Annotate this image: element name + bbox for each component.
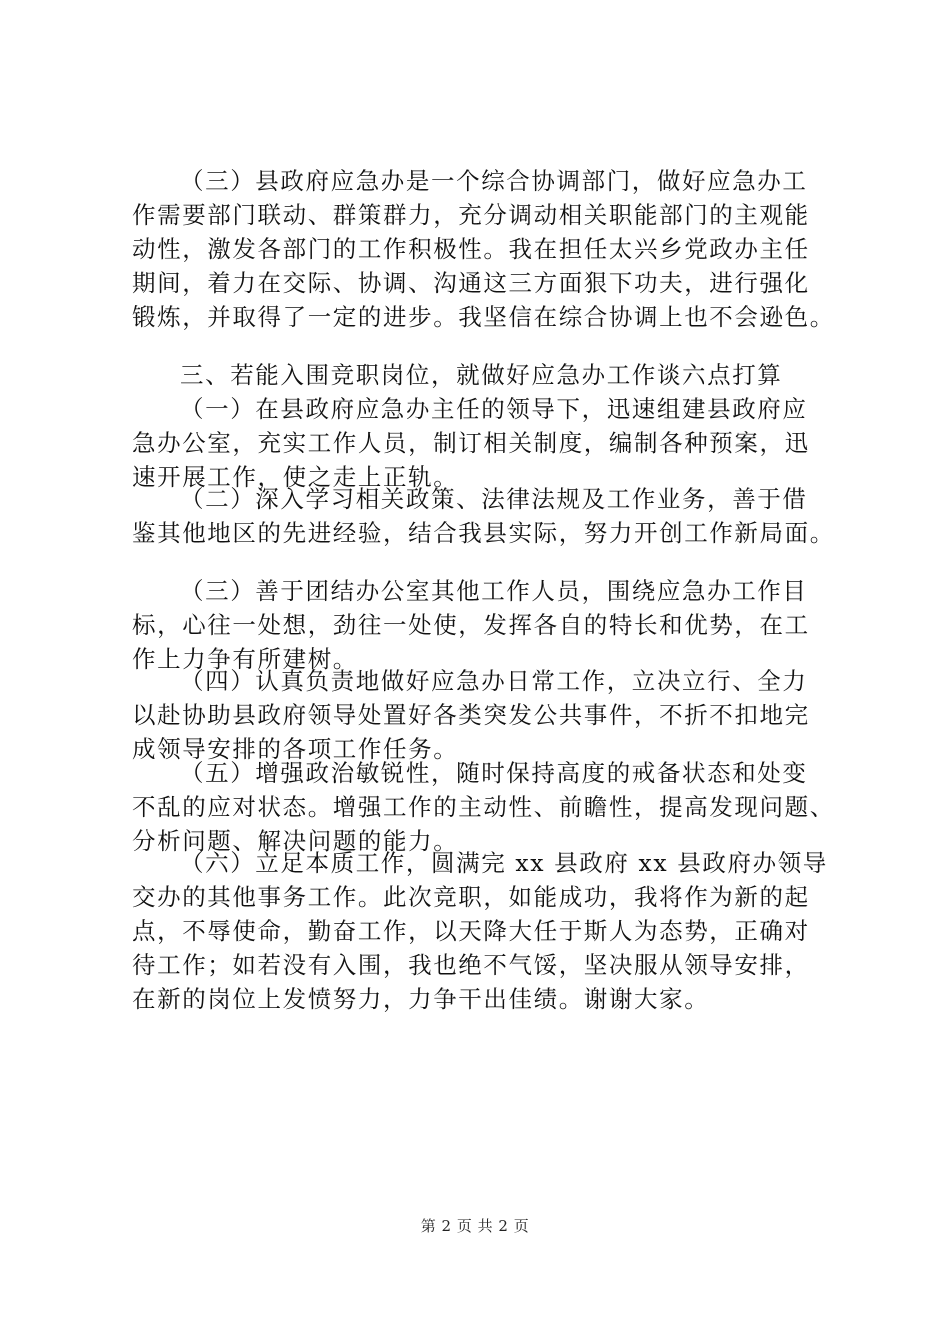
paragraph-line: 急办公室，充实工作人员，制订相关制度，编制各种预案，迅 [132,429,810,457]
paragraph-line: 作上力争有所建树。 [132,645,358,673]
paragraph-line: 在新的岗位上发愤努力，力争干出佳绩。谢谢大家。 [132,985,710,1013]
paragraph-line: 速开展工作，使之走上正轨。 [132,463,459,491]
paragraph-line: 标，心往一处想，劲往一处使，发挥各自的特长和优势，在工 [132,611,810,639]
paragraph-line: 动性，激发各部门的工作积极性。我在担任太兴乡党政办主任 [132,235,810,263]
paragraph-line: 作需要部门联动、群策群力，充分调动相关职能部门的主观能 [132,201,810,229]
paragraph-line: （一）在县政府应急办主任的领导下，迅速组建县政府应 [180,395,808,423]
paragraph-line: 期间，着力在交际、协调、沟通这三方面狠下功夫，进行强化 [132,269,810,297]
paragraph-line: （四）认真负责地做好应急办日常工作，立决立行、全力 [180,667,808,695]
paragraph-line: 以赴协助县政府领导处置好各类突发公共事件，不折不扣地完 [132,701,810,729]
page-number-footer: 第 2 页 共 2 页 [420,1217,530,1235]
paragraph-line: 点，不辱使命，勤奋工作，以天降大任于斯人为态势，正确对 [132,917,810,945]
paragraph-line: （五）增强政治敏锐性，随时保持高度的戒备状态和处变 [180,759,808,787]
paragraph-line: 分析问题、解决问题的能力。 [132,827,459,855]
paragraph-line: （三）县政府应急办是一个综合协调部门，做好应急办工 [180,167,808,195]
section-heading: 三、若能入围竞职岗位，就做好应急办工作谈六点打算 [180,361,783,389]
paragraph-line: 鉴其他地区的先进经验，结合我县实际，努力开创工作新局面。 [132,519,835,547]
paragraph-line: 锻炼，并取得了一定的进步。我坚信在综合协调上也不会逊色。 [132,303,835,331]
paragraph-line: （二）深入学习相关政策、法律法规及工作业务，善于借 [180,485,808,513]
paragraph-line: 待工作；如若没有入围，我也绝不气馁，坚决服从领导安排， [132,951,810,979]
paragraph-line: （六）立足本质工作，圆满完 xx 县政府 xx 县政府办领导 [180,849,828,877]
paragraph-line: （三）善于团结办公室其他工作人员，围绕应急办工作目 [180,577,808,605]
paragraph-line: 不乱的应对状态。增强工作的主动性、前瞻性，提高发现问题、 [132,793,835,821]
paragraph-line: 成领导安排的各项工作任务。 [132,735,459,763]
paragraph-line: 交办的其他事务工作。此次竞职，如能成功，我将作为新的起 [132,883,810,911]
